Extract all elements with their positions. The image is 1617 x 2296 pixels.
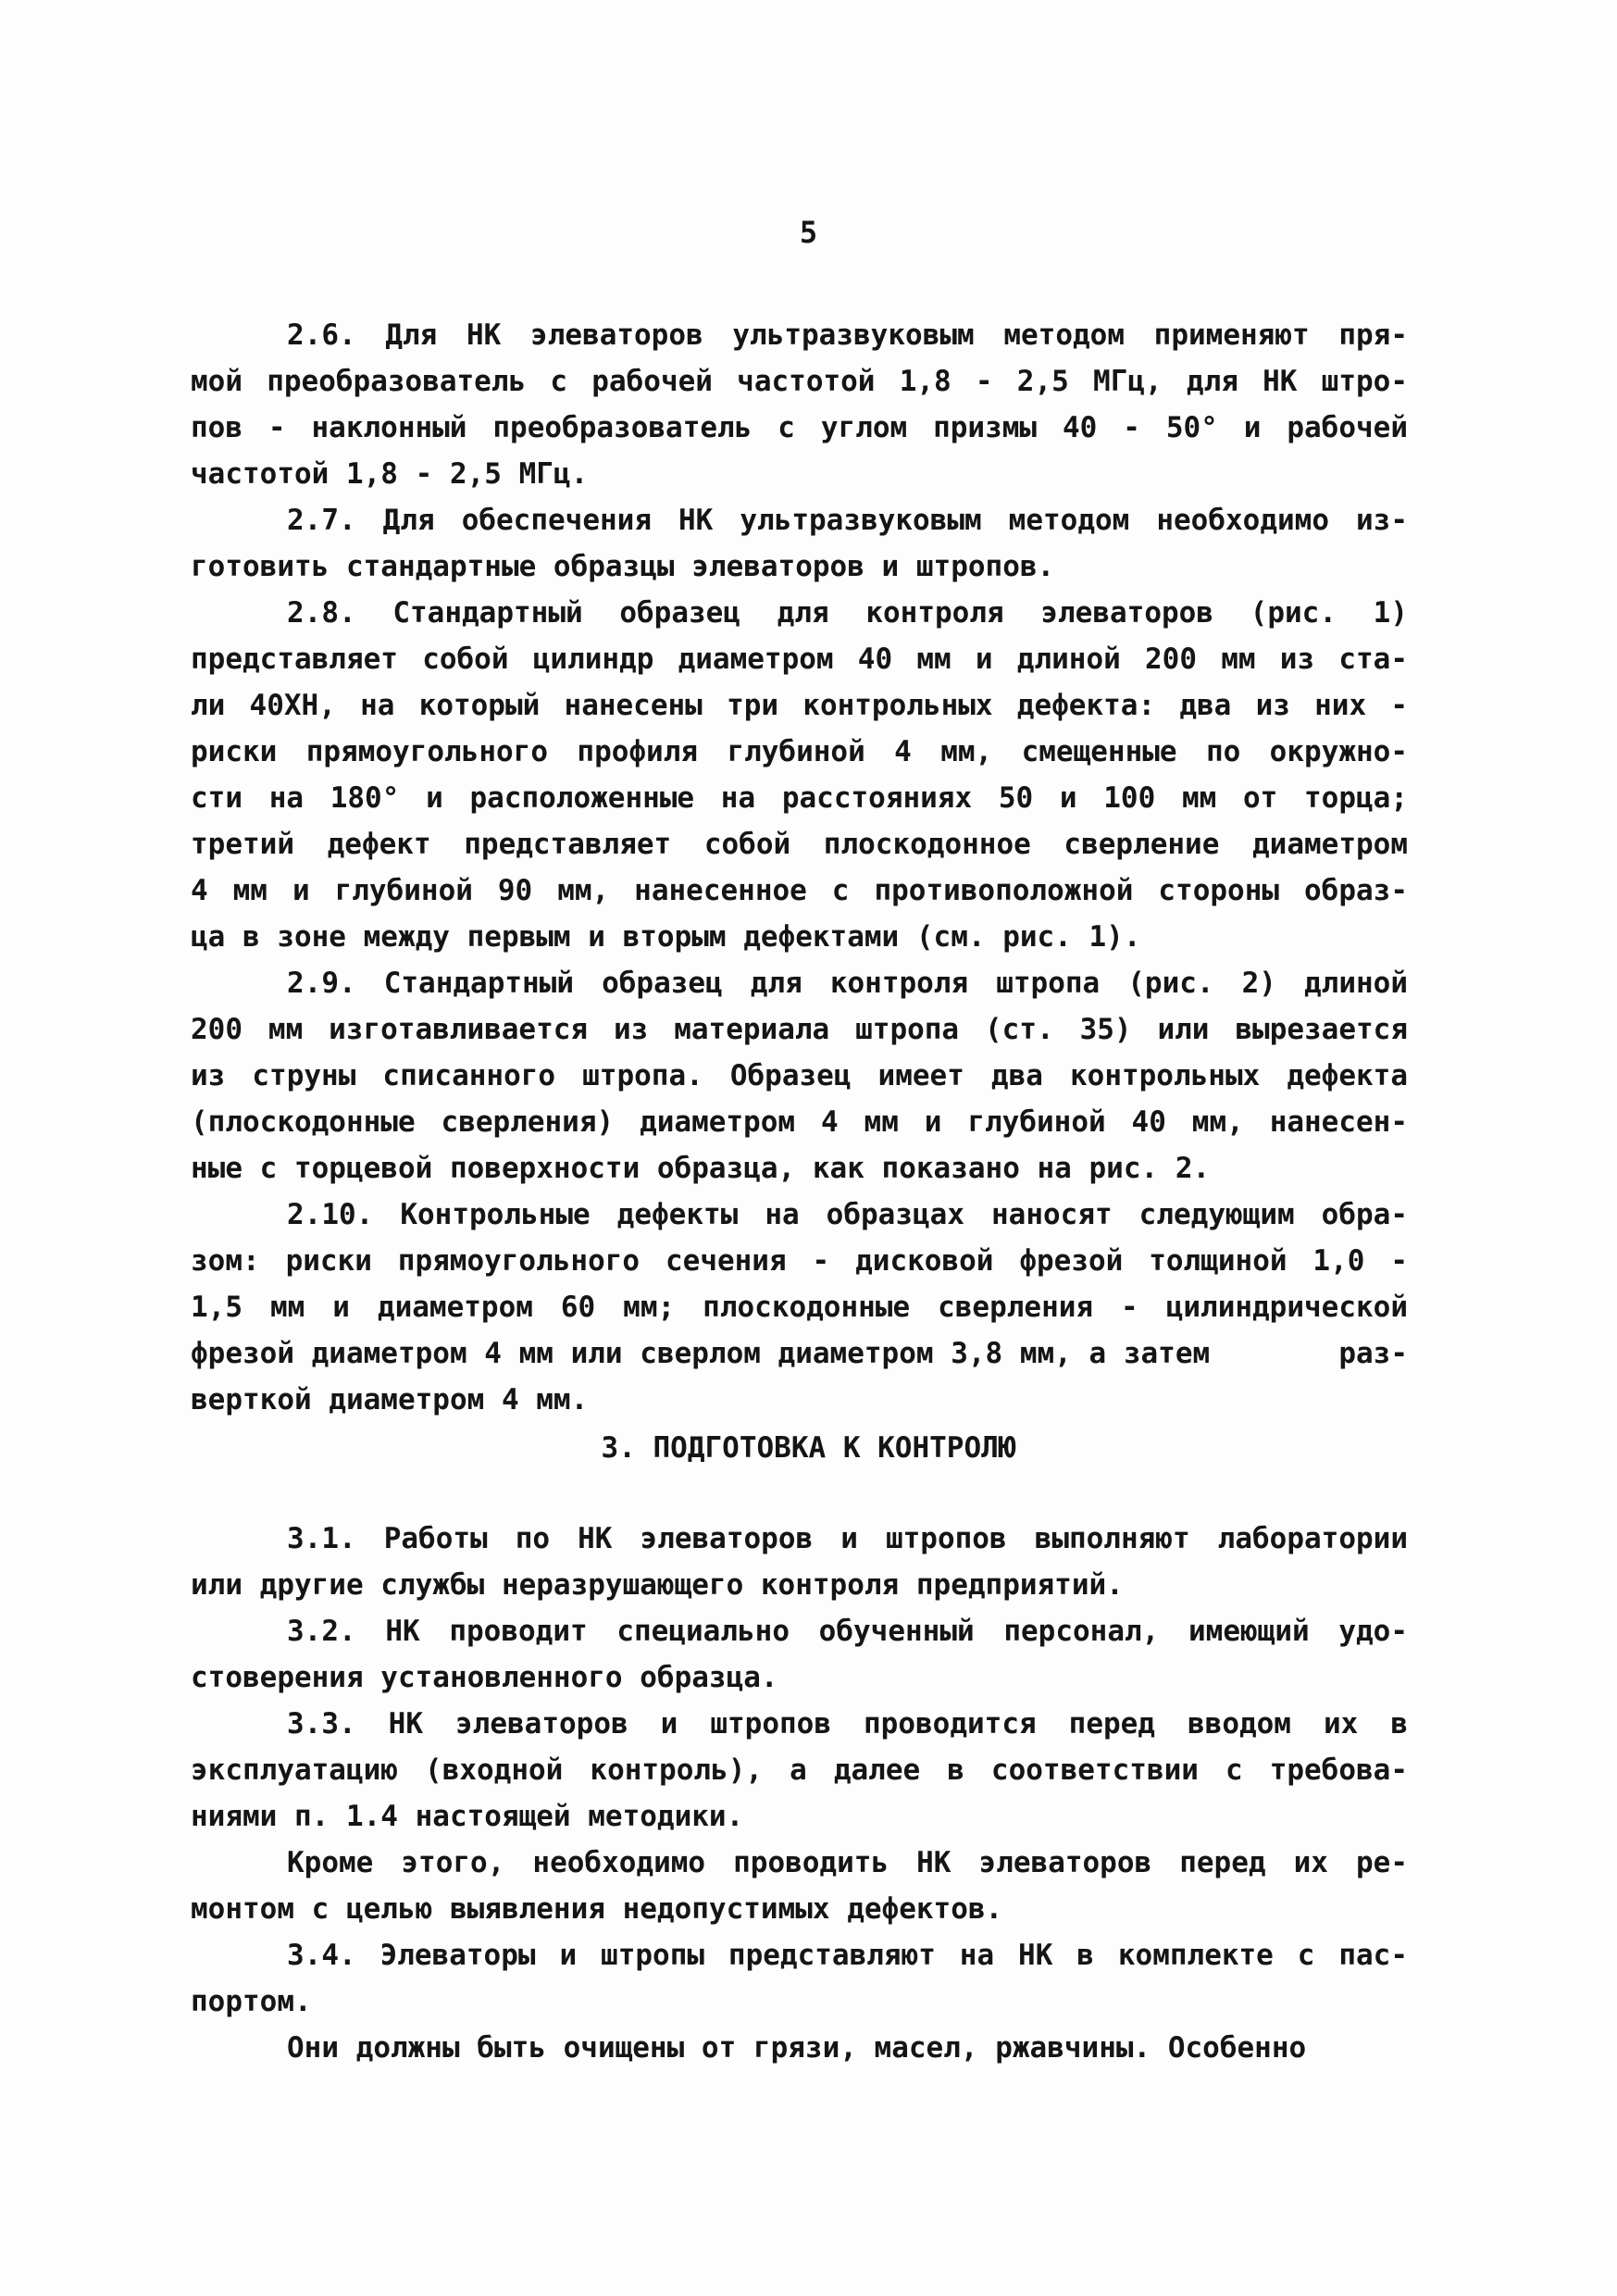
paragraph-2-10-line: зом: риски прямоугольного сечения - дисковой фрезой толщиной 1,0 - (191, 1244, 1408, 1278)
paragraph-2-10-line: 2.10. Контрольные дефекты на образцах наносят следующим обра- (287, 1198, 1408, 1231)
paragraph-2-8-line: 4 мм и глубиной 90 мм, нанесенное с противоположной стороны образ- (191, 874, 1408, 907)
paragraph-3-4-line: 3.4. Элеваторы и штропы представляют на НК в комплекте с пас- (287, 1939, 1408, 1972)
paragraph-3-3-extra-line: монтом с целью выявления недопустимых дефектов. (191, 1892, 1003, 1926)
paragraph-2-8-line: риски прямоугольного профиля глубиной 4 мм, смещенные по окружно- (191, 735, 1408, 768)
paragraph-2-7-line: готовить стандартные образцы элеваторов и штропов. (191, 550, 1055, 583)
paragraph-2-9-line: (плоскодонные сверления) диаметром 4 мм и глубиной 40 мм, нанесен- (191, 1105, 1408, 1139)
paragraph-2-8-line: 2.8. Стандартный образец для контроля элеваторов (рис. 1) (287, 596, 1408, 630)
paragraph-3-1-line: 3.1. Работы по НК элеваторов и штропов выполняют лаборатории (287, 1522, 1408, 1555)
paragraph-3-4-line: портом. (191, 1985, 312, 2018)
paragraph-2-9-line: из струны списанного штропа. Образец имеет два контрольных дефекта (191, 1059, 1408, 1092)
paragraph-2-6-line: 2.6. Для НК элеваторов ультразвуковым методом применяют пря- (287, 318, 1408, 352)
paragraph-2-8-line: ли 40ХН, на который нанесены три контрольных дефекта: два из них - (191, 689, 1408, 722)
paragraph-2-10-line-left: фрезой диаметром 4 мм или сверлом диаметром 3,8 мм, а затем (191, 1337, 1211, 1370)
paragraph-2-10-line-right: раз- (1338, 1337, 1408, 1370)
section-3-heading: 3. ПОДГОТОВКА К КОНТРОЛЮ (601, 1431, 1016, 1465)
paragraph-2-8-line: представляет собой цилиндр диаметром 40 мм и длиной 200 мм из ста- (191, 643, 1408, 676)
paragraph-2-6-line: мой преобразователь с рабочей частотой 1,8 - 2,5 МГц, для НК штро- (191, 365, 1408, 398)
paragraph-2-9-line: 200 мм изготавливается из материала штропа (ст. 35) или вырезается (191, 1013, 1408, 1046)
paragraph-2-10-line (191, 1333, 1408, 1374)
paragraph-3-3-line: ниями п. 1.4 настоящей методики. (191, 1800, 744, 1833)
paragraph-2-9-line: 2.9. Стандартный образец для контроля штропа (рис. 2) длиной (287, 967, 1408, 1000)
paragraph-2-8-line: сти на 180° и расположенные на расстояниях 50 и 100 мм от торца; (191, 781, 1408, 815)
paragraph-2-6-line: частотой 1,8 - 2,5 МГц. (191, 457, 589, 491)
paragraph-3-4-extra-line: Они должны быть очищены от грязи, масел, ржавчины. Особенно (287, 2031, 1307, 2065)
paragraph-2-10-line: верткой диаметром 4 мм. (191, 1383, 589, 1416)
paragraph-2-7-line: 2.7. Для обеспечения НК ультразвуковым методом необходимо из- (287, 504, 1408, 537)
paragraph-3-3-line: 3.3. НК элеваторов и штропов проводится перед вводом их в (287, 1707, 1408, 1741)
paragraph-2-9-line: ные с торцевой поверхности образца, как показано на рис. 2. (191, 1152, 1211, 1185)
page-number: 5 (799, 215, 818, 250)
paragraph-3-2-line: стоверения установленного образца. (191, 1661, 778, 1694)
paragraph-3-3-extra-line: Кроме этого, необходимо проводить НК элеваторов перед их ре- (287, 1846, 1408, 1879)
paragraph-3-3-line: эксплуатацию (входной контроль), а далее в соответствии с требова- (191, 1753, 1408, 1787)
paragraph-3-2-line: 3.2. НК проводит специально обученный персонал, имеющий удо- (287, 1615, 1408, 1648)
paragraph-2-8-line: третий дефект представляет собой плоскодонное сверление диаметром (191, 828, 1408, 861)
paragraph-2-6-line: пов - наклонный преобразователь с углом призмы 40 - 50° и рабочей (191, 411, 1408, 444)
paragraph-2-10-line: 1,5 мм и диаметром 60 мм; плоскодонные сверления - цилиндрической (191, 1291, 1408, 1324)
paragraph-2-8-line: ца в зоне между первым и вторым дефектами (см. рис. 1). (191, 920, 1141, 954)
paragraph-3-1-line: или другие службы неразрушающего контроля предприятий. (191, 1568, 1124, 1602)
